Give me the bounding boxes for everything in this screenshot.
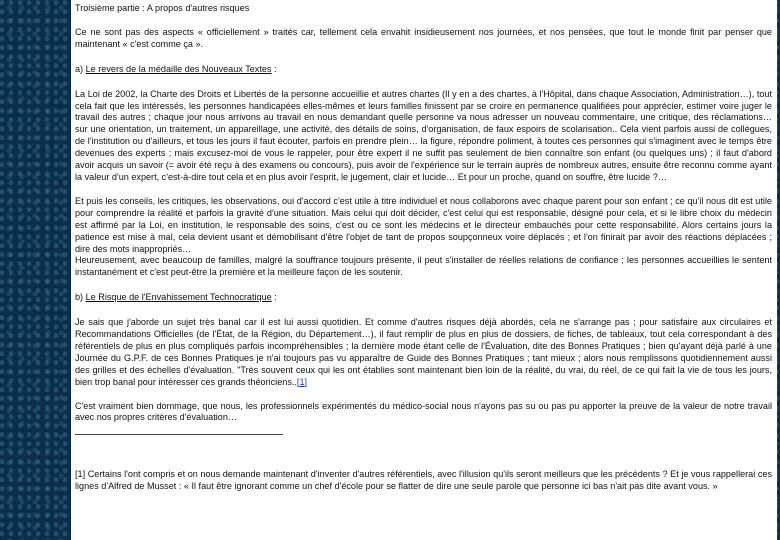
section-a-paragraph-3: Heureusement, avec beaucoup de familles, malgré la souffrance toujours présente, il peut s'installer de réelles relations de confiance ; les personnes accueillies le sentent instantanément et c'est peut-être la première et la meilleure façon de les soutenir. <box>75 255 772 278</box>
section-b-paragraph-2: C'est vraiment bien dommage, que nous, les professionnels expérimentés du médico-social nous n'ayons pas su ou pas pu apporter la preuve de la valeur de notre travail avec nos propres critères d'évaluation… <box>75 400 772 423</box>
section-a-prefix: a) <box>75 63 86 74</box>
section-b-prefix: b) <box>75 292 86 303</box>
section-b-paragraph-1 <box>75 317 772 388</box>
document-page <box>71 0 777 540</box>
section-a-title: Le revers de la médaille des Nouveaux Textes <box>85 63 272 74</box>
section-a-heading <box>75 64 772 76</box>
section-b-title: Le Risque de l'Envahissement Technocratique <box>85 292 272 303</box>
intro-paragraph: Ce ne sont pas des aspects « officiellement » traités car, tellement cela envahit insidieusement nos journées, et nos pensées, que tout le monde finit par penser que maintenant « c'est comme ça ». <box>75 26 772 49</box>
page-title: Troisième partie : A propos d'autres risques <box>75 3 250 13</box>
section-a-paragraph-2: Et puis les conseils, les critiques, les observations, oui d'accord c'est utile à titre individuel et nous collaborons avec chaque parent pour son enfant ; ce qu'il nous dit est utile pour comprendre la réalité et parfois la gravité d'une situation. Mais celui qui doit décider, c'est celui qui est responsable, désigné pour cela, et si le libre choix du médecin est affirmé par la Loi, en institution, le responsable des soins, c'est ou ce sont les médecins et le directeur embauchés pour cette responsabilité. Alors certains jours la patience est mise à mal, cela devient usant et démobilisant d'être l'objet de tant de propos soupçonneux voire déplacés ; et l'on finirait par avoir des réactions déplacées ; dire des mots inappropriés… <box>75 195 772 254</box>
footnote <box>75 469 772 493</box>
section-b-heading <box>75 292 772 304</box>
footnote-text: Certains l'ont compris et on nous demande maintenant d'inventer d'autres référentiels, avec l'illusion qu'ils seront meilleurs que les précédents ? Et je vous rappellerai ces lignes d'Alfred de Musset : « Il faut être ignorant comme un chef d'école pour se flatter de dire une seule parole que personne ici bas n'ait pas dite avant vous. » <box>75 469 772 492</box>
footnote-reference-link[interactable]: [1] <box>296 376 308 387</box>
footnote-divider <box>75 434 283 435</box>
section-a-paragraph-1: La Loi de 2002, la Charte des Droits et Libertés de la personne accueillie et autres chartes (Il y en a des chartes, à l'Hôpital, dans chaque Association, Administration…), tout cela fait que les intéressés, les personnes handicapées elles-mêmes et leurs familles finissent par se croire en permanence qualifiées pour apprécier, estimer voire juger le travail des autres ; chaque jour nous arrivons au travail en nous demandant quelle personne va nous adresser un nouveau commentaire, une critique, des réclamations… sur une orientation, un traitement, un appareillage, une activité, des détails de soins, d'organisation, de faux espoirs de scolarisation.. Cela vient parfois aussi de collègues, de l'institution ou d'ailleurs, et tous les jours il faut écouter, parfois en prendre plein… la figure, répondre poliment, à toutes ces personnes qui s'imaginent avec le temps être devenues des experts ; mais excusez-moi de vous le rappeler, pour être expert il ne suffit pas seulement de bien connaître son enfant (ou quelques uns) ; il faut d'abord avoir acquis un savoir (= avoir été reçu à des examens ou concours), puis avoir de l'expérience sur le terrain auprès de nombreux autres, ensuite être reconnu comme ayant la valeur d'un expert, c'est-à-dire tout cela et en plus avoir l'esprit, le jugement, clair et lucide… Et pour un proche, quand on souffre, être lucide ?… <box>75 88 772 182</box>
footnote-marker: [1] <box>75 469 86 480</box>
section-b-suffix: : <box>271 292 277 303</box>
section-b-paragraph-1-text: Je sais que j'aborde un sujet très banal car il est lui aussi quotidien. Et comme d'autres risques déjà abordés, cela ne s'arrange pas ; pour satisfaire aux circulaires et Recommandations Officielles (de l'État, de la Région, du Département…), il faut remplir de plus en plus de dossiers, de fiches, de tableaux, tout cela correspondant à des référentiels de plus en plus compliqués parfois incompréhensibles ; la dernière mode étant celle de l'Évaluation, dite des Bonnes Pratiques ; bien qu'ayant déjà parlé à une Journée du G.P.F. de ces Bonnes Pratiques je n'ai toujours pas vu apparaître de Guide des Bonnes Pratiques ; tant mieux ; alors nous remplissons quotidiennement aussi des grilles et des échelles d'évaluation. "Très souvent ceux qui les ont établies sont maintenant bien loin de la réalité, du vrai, du réel, de ce qui fait la vie de tous les jours, bien trop banal pour intéresser ces grands théoriciens.. <box>75 317 772 387</box>
section-a-suffix: : <box>271 63 277 74</box>
